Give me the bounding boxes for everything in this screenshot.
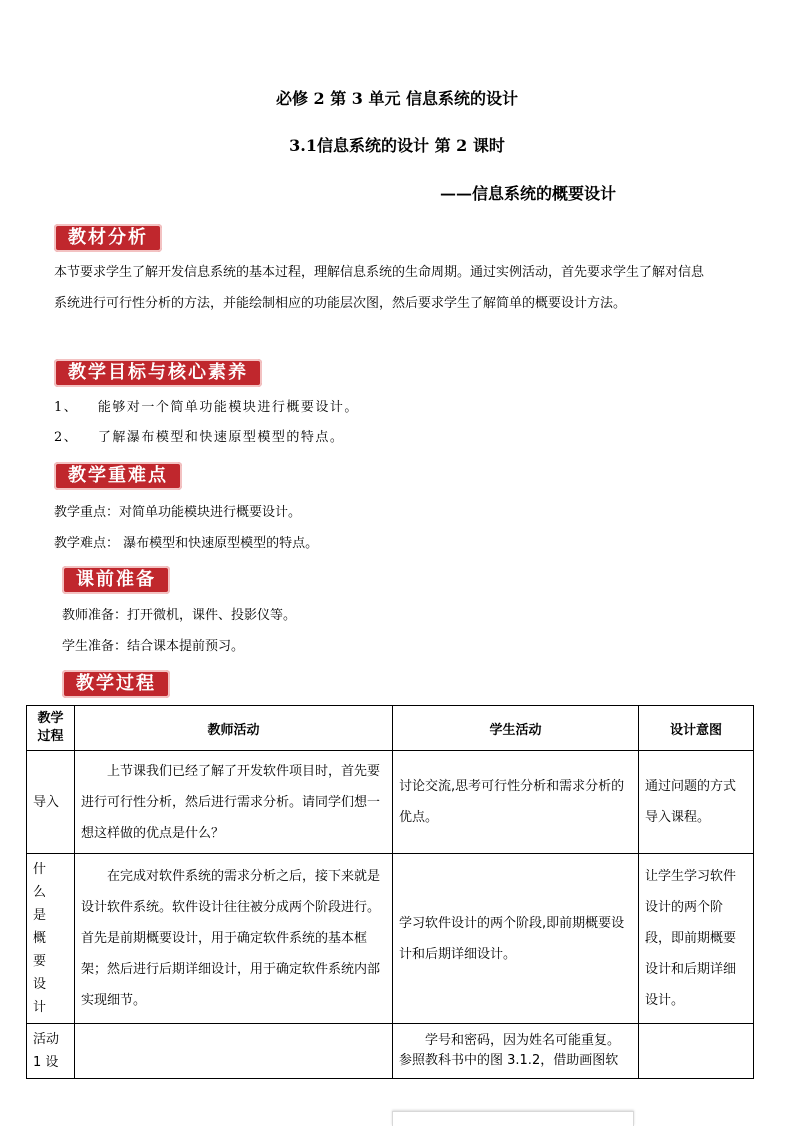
- table-header-row: [27, 706, 754, 751]
- document-title: 必修 2 第 3 单元 信息系统的设计: [275, 89, 519, 108]
- analysis-paragraph: 本节要求学生了解开发信息系统的基本过程，理解信息系统的生命周期。通过实例活动，首先要求学生了解对信息系统进行可行性分析的方法，并能绘制相应的功能层次图，然后要求学生了解简单的概要设计方法。: [54, 265, 705, 311]
- row-design-intent: [639, 1024, 754, 1079]
- row-step: 导入: [27, 751, 75, 854]
- header-student-activity: 学生活动: [393, 706, 639, 751]
- header-step: 教学过程: [27, 706, 75, 751]
- table-row: [27, 751, 754, 854]
- row-student-activity: 学习软件设计的两个阶段,即前期概要设计和后期详细设计。: [393, 854, 639, 1024]
- header-teacher-activity: 教师活动: [75, 706, 393, 751]
- row-design-intent: 通过问题的方式导入课程。: [639, 751, 754, 854]
- section-badge-analysis: 教材分析: [54, 224, 162, 252]
- difficult-point: 教学难点： 瀑布模型和快速原型模型的特点。: [54, 536, 319, 551]
- section-badge-goals: 教学目标与核心素养: [54, 359, 262, 387]
- section-badge-difficulty: 教学重难点: [54, 462, 182, 490]
- goal-text: 能够对一个简单功能模块进行概要设计。: [97, 400, 359, 415]
- student-prep: 学生准备：结合课本提前预习。: [62, 639, 245, 654]
- row-teacher-activity: 上节课我们已经了解了开发软件项目时，首先要进行可行性分析，然后进行需求分析。请同学们想一想这样做的优点是什么？: [75, 751, 393, 854]
- row-student-activity: 学号和密码，因为姓名可能重复。参照教科书中的图 3.1.2，借助画图软: [393, 1024, 639, 1079]
- goal-number: 2、: [54, 430, 79, 445]
- table-row: [27, 854, 754, 1024]
- goal-number: 1、: [54, 400, 79, 415]
- goal-item: [54, 428, 344, 448]
- lesson-title: 3.1信息系统的设计 第 2 课时: [289, 136, 505, 155]
- row-step: 什么是概要设计: [27, 854, 75, 1024]
- header-design-intent: 设计意图: [639, 706, 754, 751]
- table-row: [27, 1024, 754, 1079]
- row-teacher-activity: [75, 1024, 393, 1079]
- row-step: 活动 1 设: [27, 1024, 75, 1079]
- goal-item: [54, 398, 359, 418]
- page-footer-box: [392, 1111, 634, 1126]
- row-teacher-activity: 在完成对软件系统的需求分析之后，接下来就是设计软件系统。软件设计往往被分成两个阶段进行。首先是前期概要设计，用于确定软件系统的基本框架；然后进行后期详细设计，用于确定软件系统内部实现细节。: [75, 854, 393, 1024]
- section-badge-process: 教学过程: [62, 670, 170, 698]
- goal-text: 了解瀑布模型和快速原型模型的特点。: [97, 430, 345, 445]
- row-design-intent: 让学生学习软件设计的两个阶段，即前期概要设计和后期详细设计。: [639, 854, 754, 1024]
- teaching-process-table: [26, 705, 754, 1079]
- lesson-subtitle: ——信息系统的概要设计: [440, 184, 617, 203]
- key-point: 教学重点：对简单功能模块进行概要设计。: [54, 505, 302, 520]
- section-badge-prep: 课前准备: [62, 566, 170, 594]
- teacher-prep: 教师准备：打开微机，课件、投影仪等。: [62, 608, 297, 623]
- row-student-activity: 讨论交流,思考可行性分析和需求分析的优点。: [393, 751, 639, 854]
